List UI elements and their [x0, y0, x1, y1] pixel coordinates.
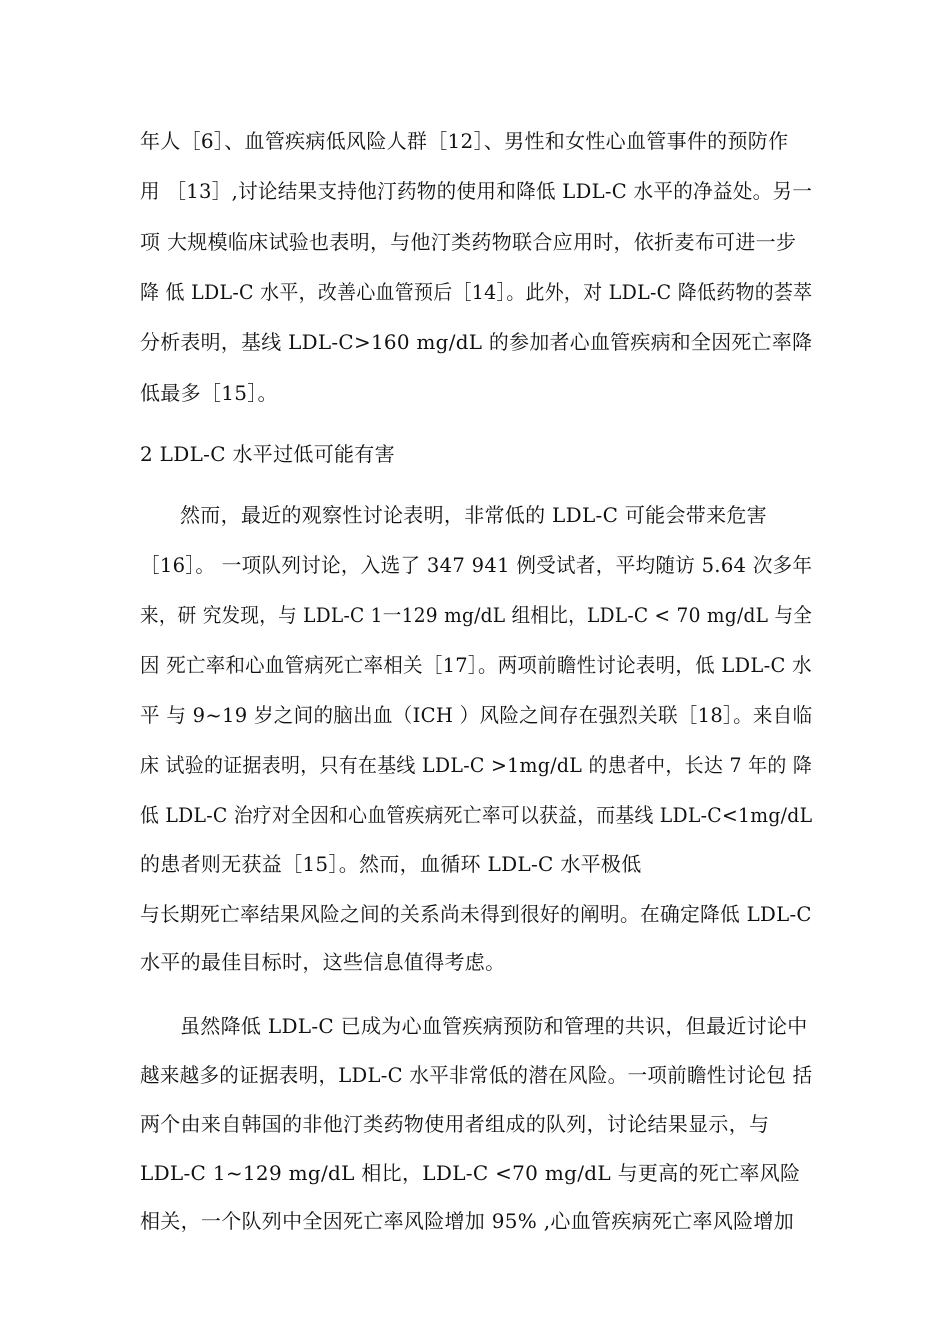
text-line: 因 死亡率和心血管病死亡率相关［17］。两项前瞻性讨论表明，低 LDL-C 水 [140, 653, 812, 677]
text-line: LDL-C 1~129 mg/dL 相比，LDL-C <70 mg/dL 与更高的死亡率风险 [140, 1161, 801, 1185]
text-line: 越来越多的证据表明，LDL-C 水平非常低的潜在风险。一项前瞻性讨论包 括 [140, 1063, 813, 1087]
text-line: 降 低 LDL-C 水平，改善心血管预后［14］。此外，对 LDL-C 降低药物的荟萃 [140, 280, 813, 304]
text-line: 来，研 究发现，与 LDL-C 1一129 mg/dL 组相比，LDL-C < 70 mg/dL 与全 [140, 603, 813, 627]
text-line: 床 试验的证据表明，只有在基线 LDL-C >1mg/dL 的患者中，长达 7 年的 降 [140, 753, 813, 777]
text-line: 虽然降低 LDL-C 已成为心血管疾病预防和管理的共识，但最近讨论中 [180, 1014, 808, 1038]
text-line: 项 大规模临床试验也表明，与他汀类药物联合应用时，依折麦布可进一步 [140, 230, 797, 254]
text-line: 与长期死亡率结果风险之间的关系尚未得到很好的阐明。在确定降低 LDL-C [140, 902, 812, 926]
text-line: 平 与 9~19 岁之间的脑出血（ICH ）风险之间存在强烈关联［18］。来自临 [140, 703, 813, 727]
text-line: 水平的最佳目标时，这些信息值得考虑。 [140, 950, 506, 974]
text-line: 用 ［13］,讨论结果支持他汀药物的使用和降低 LDL-C 水平的净益处。另一 [140, 179, 813, 203]
text-line: 低最多［15］。 [140, 381, 278, 405]
text-line: 年人［6］、血管疾病低风险人群［12］、男性和女性心血管事件的预防作 [140, 129, 789, 153]
text-line: 低 LDL-C 治疗对全因和心血管疾病死亡率可以获益，而基线 LDL-C<1mg/dL [140, 803, 813, 827]
section-heading: 2 LDL-C 水平过低可能有害 [140, 442, 395, 466]
text-line: 然而，最近的观察性讨论表明，非常低的 LDL-C 可能会带来危害 [180, 503, 767, 527]
text-line: ［16］。 一项队列讨论，入选了 347 941 例受试者，平均随访 5.64 次多年 [140, 553, 813, 577]
text-line: 分析表明，基线 LDL-C>160 mg/dL 的参加者心血管疾病和全因死亡率降 [140, 330, 813, 354]
text-line: 的患者则无获益［15］。然而，血循环 LDL-C 水平极低 [140, 852, 642, 876]
text-line: 两个由来自韩国的非他汀类药物使用者组成的队列，讨论结果显示，与 [140, 1112, 770, 1136]
text-line: 相关，一个队列中全因死亡率风险增加 95% ,心血管疾病死亡率风险增加 [140, 1209, 795, 1233]
